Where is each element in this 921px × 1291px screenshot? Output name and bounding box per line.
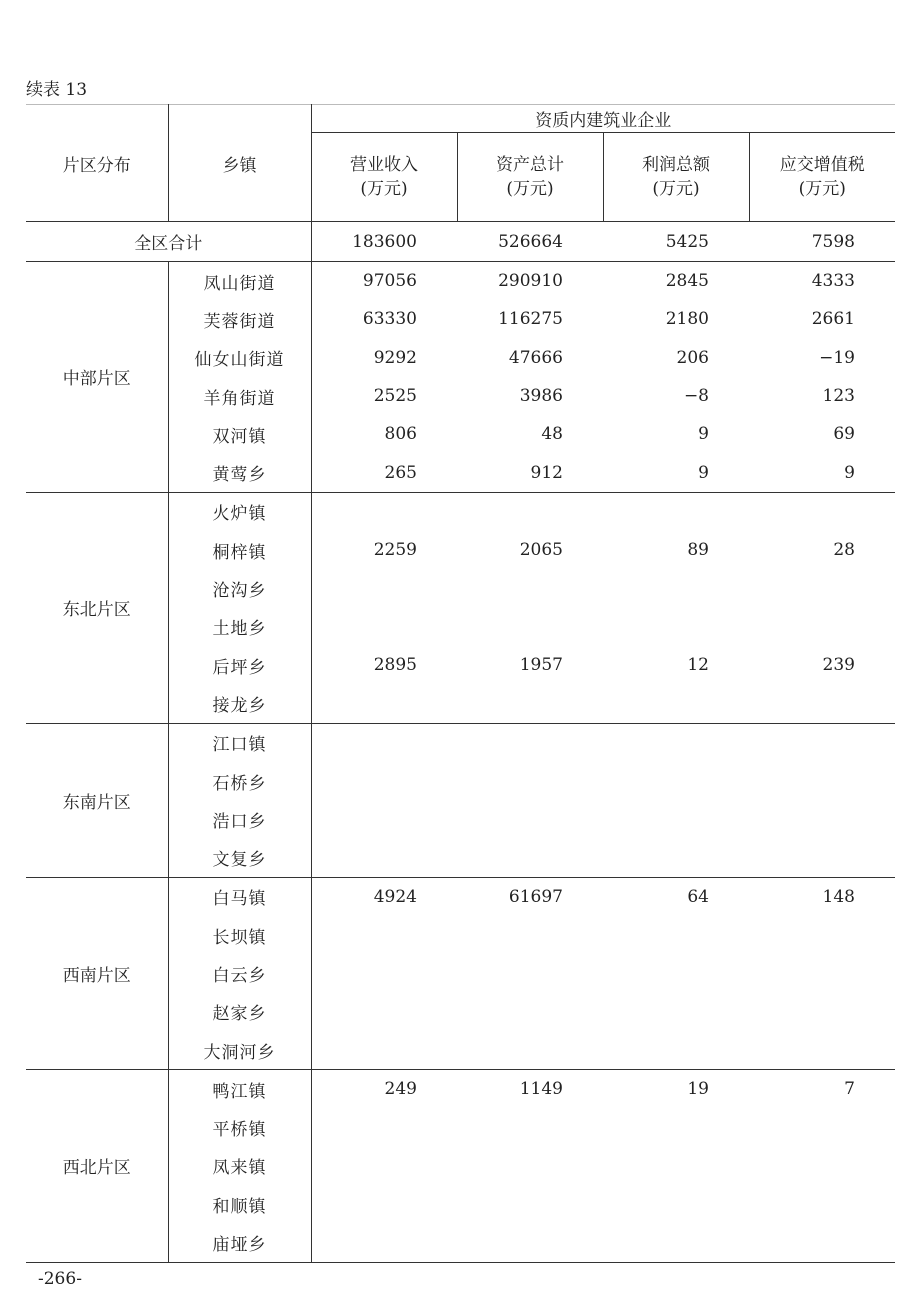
- table-cell: 2180: [665, 309, 709, 330]
- town-label: 鸭江镇: [168, 1070, 311, 1109]
- page-number: -266-: [38, 1269, 82, 1289]
- table-cell: [749, 916, 895, 954]
- town-label: 沧沟乡: [168, 569, 311, 607]
- table-cell: [457, 1223, 603, 1262]
- column-header-name: 利润总额: [642, 155, 710, 175]
- table-header: [26, 105, 895, 222]
- table-cell: 148: [822, 886, 855, 907]
- table-row: [26, 492, 895, 531]
- table-cell: [457, 608, 603, 646]
- town-label: 白云乡: [168, 954, 311, 992]
- table-cell: 1149: [519, 1079, 563, 1100]
- table-cell: [311, 723, 457, 762]
- table-cell: 1957: [519, 655, 563, 676]
- table-cell: 28: [833, 540, 855, 561]
- table-cell: 912: [530, 462, 563, 483]
- table-cell: [311, 762, 457, 800]
- table-cell: [457, 838, 603, 877]
- region-group: [26, 877, 895, 1069]
- table-cell: 2259: [373, 540, 417, 561]
- table-cell: [457, 569, 603, 607]
- region-label: 东北片区: [26, 492, 168, 723]
- table-cell: [603, 993, 749, 1031]
- table-cell: [311, 492, 457, 531]
- table-cell: [603, 1147, 749, 1185]
- town-label: 羊角街道: [168, 377, 311, 415]
- town-label: 双河镇: [168, 415, 311, 453]
- total-row: [26, 222, 895, 262]
- region-label: 西南片区: [26, 877, 168, 1069]
- table-cell: [311, 608, 457, 646]
- column-header-unit: (万元): [360, 179, 408, 199]
- table-cell: 9292: [373, 347, 417, 368]
- table-cell: [311, 569, 457, 607]
- table-cell: [603, 684, 749, 723]
- town-label: 接龙乡: [168, 684, 311, 723]
- table-cell: [603, 723, 749, 762]
- region-column-header: 片区分布: [62, 155, 131, 176]
- table-cell: 265: [384, 462, 417, 483]
- table-cell: [457, 1109, 603, 1147]
- town-label: 桐梓镇: [168, 531, 311, 569]
- table-cell: [749, 993, 895, 1031]
- town-label: 白马镇: [168, 877, 311, 916]
- table-cell: [749, 1147, 895, 1185]
- table-caption: 续表 13: [26, 80, 88, 100]
- table-cell: [457, 993, 603, 1031]
- table-cell: 61697: [508, 886, 563, 907]
- town-label: 和顺镇: [168, 1185, 311, 1223]
- table-cell: [603, 762, 749, 800]
- table-cell: [603, 954, 749, 992]
- table-cell: 4333: [811, 271, 855, 292]
- table-cell: 290910: [498, 271, 563, 292]
- column-header: [457, 133, 603, 222]
- table-cell: 9: [698, 424, 709, 445]
- table-cell: 239: [822, 655, 855, 676]
- region-label: 中部片区: [26, 262, 168, 493]
- table-cell: 47666: [508, 347, 563, 368]
- group-header: 资质内建筑业企业: [311, 105, 895, 133]
- table-cell: 7598: [811, 231, 855, 252]
- table-cell: 9: [698, 462, 709, 483]
- table-cell: [603, 608, 749, 646]
- table-cell: [311, 1223, 457, 1262]
- table-cell: [311, 684, 457, 723]
- table-cell: [457, 762, 603, 800]
- town-label: 火炉镇: [168, 492, 311, 531]
- table-cell: [603, 800, 749, 838]
- table-cell: [311, 1031, 457, 1070]
- town-label: 后坪乡: [168, 646, 311, 684]
- table-cell: [311, 916, 457, 954]
- town-label: 凤来镇: [168, 1147, 311, 1185]
- table-cell: [457, 492, 603, 531]
- table-cell: 7: [844, 1079, 855, 1100]
- table-cell: [749, 492, 895, 531]
- table-cell: [603, 1109, 749, 1147]
- town-label: 赵家乡: [168, 993, 311, 1031]
- table-cell: 48: [541, 424, 563, 445]
- town-label: 黄莺乡: [168, 453, 311, 492]
- table-cell: 249: [384, 1079, 417, 1100]
- table-cell: 2525: [373, 386, 417, 407]
- table-cell: 4924: [373, 886, 417, 907]
- region-group: [26, 262, 895, 493]
- town-label: 土地乡: [168, 608, 311, 646]
- town-label: 庙垭乡: [168, 1223, 311, 1262]
- table-cell: 123: [822, 386, 855, 407]
- table-cell: [749, 1031, 895, 1070]
- column-header-name: 资产总计: [496, 155, 564, 175]
- town-label: 凤山街道: [168, 262, 311, 301]
- table-cell: [749, 800, 895, 838]
- table-cell: −19: [819, 347, 855, 368]
- table-cell: −8: [683, 386, 709, 407]
- table-cell: 2895: [373, 655, 417, 676]
- total-label: 全区合计: [26, 222, 311, 262]
- table-cell: [311, 800, 457, 838]
- table-cell: 5425: [665, 231, 709, 252]
- table-row: [26, 877, 895, 916]
- table-cell: [749, 684, 895, 723]
- table-cell: 2065: [519, 540, 563, 561]
- table-cell: [749, 1109, 895, 1147]
- table-cell: [311, 1109, 457, 1147]
- region-group: [26, 1070, 895, 1262]
- table-cell: [749, 762, 895, 800]
- table-cell: 183600: [352, 231, 417, 252]
- region-label: 东南片区: [26, 723, 168, 877]
- table-cell: [603, 1185, 749, 1223]
- statistics-table: [26, 104, 895, 1263]
- column-header-name: 营业收入: [350, 155, 418, 175]
- column-header-unit: (万元): [798, 179, 846, 199]
- table-cell: 2845: [665, 271, 709, 292]
- table-cell: [457, 954, 603, 992]
- table-cell: [311, 1147, 457, 1185]
- total-section: [26, 222, 895, 262]
- table-cell: [311, 954, 457, 992]
- column-header-unit: (万元): [506, 179, 554, 199]
- table-cell: [749, 569, 895, 607]
- table-cell: 806: [384, 424, 417, 445]
- table-cell: [603, 838, 749, 877]
- region-group: [26, 492, 895, 723]
- table-cell: 2661: [811, 309, 855, 330]
- table-cell: [457, 1031, 603, 1070]
- table-cell: [457, 1147, 603, 1185]
- table-cell: [457, 684, 603, 723]
- table-cell: [749, 954, 895, 992]
- table-cell: 3986: [519, 386, 563, 407]
- table-cell: [749, 1223, 895, 1262]
- table-cell: [749, 723, 895, 762]
- table-cell: 206: [676, 347, 709, 368]
- table-cell: [457, 1185, 603, 1223]
- table-cell: [603, 916, 749, 954]
- table-row: [26, 262, 895, 301]
- table-cell: 526664: [498, 231, 563, 252]
- table-cell: [603, 1223, 749, 1262]
- town-label: 浩口乡: [168, 800, 311, 838]
- table-cell: 12: [687, 655, 709, 676]
- table-cell: 9: [844, 462, 855, 483]
- column-header-name: 应交增值税: [779, 155, 865, 175]
- town-label: 芙蓉街道: [168, 300, 311, 338]
- town-label: 江口镇: [168, 723, 311, 762]
- table-cell: 97056: [362, 271, 417, 292]
- table-row: [26, 1070, 895, 1109]
- table-cell: 19: [687, 1079, 709, 1100]
- table-cell: [457, 916, 603, 954]
- table-row: [26, 723, 895, 762]
- town-label: 仙女山街道: [168, 339, 311, 377]
- table-cell: 69: [833, 424, 855, 445]
- table-cell: [749, 608, 895, 646]
- town-label: 平桥镇: [168, 1109, 311, 1147]
- table-cell: [603, 492, 749, 531]
- town-column-header: 乡镇: [168, 105, 311, 222]
- table-cell: [749, 1185, 895, 1223]
- column-header: [603, 133, 749, 222]
- region-label: 西北片区: [26, 1070, 168, 1262]
- table-cell: [311, 993, 457, 1031]
- table-cell: [457, 723, 603, 762]
- table-cell: 64: [687, 886, 709, 907]
- town-label: 长坝镇: [168, 916, 311, 954]
- column-header: [311, 133, 457, 222]
- table-cell: [603, 569, 749, 607]
- town-label: 文复乡: [168, 838, 311, 877]
- table-cell: 116275: [498, 309, 563, 330]
- table-cell: [749, 838, 895, 877]
- table-cell: 89: [687, 540, 709, 561]
- table-cell: [311, 1185, 457, 1223]
- table-cell: 63330: [362, 309, 417, 330]
- town-label: 石桥乡: [168, 762, 311, 800]
- column-header-unit: (万元): [652, 179, 700, 199]
- region-group: [26, 723, 895, 877]
- column-header: [749, 133, 895, 222]
- town-label: 大洞河乡: [168, 1031, 311, 1070]
- table-cell: [457, 800, 603, 838]
- table-cell: [603, 1031, 749, 1070]
- table-cell: [311, 838, 457, 877]
